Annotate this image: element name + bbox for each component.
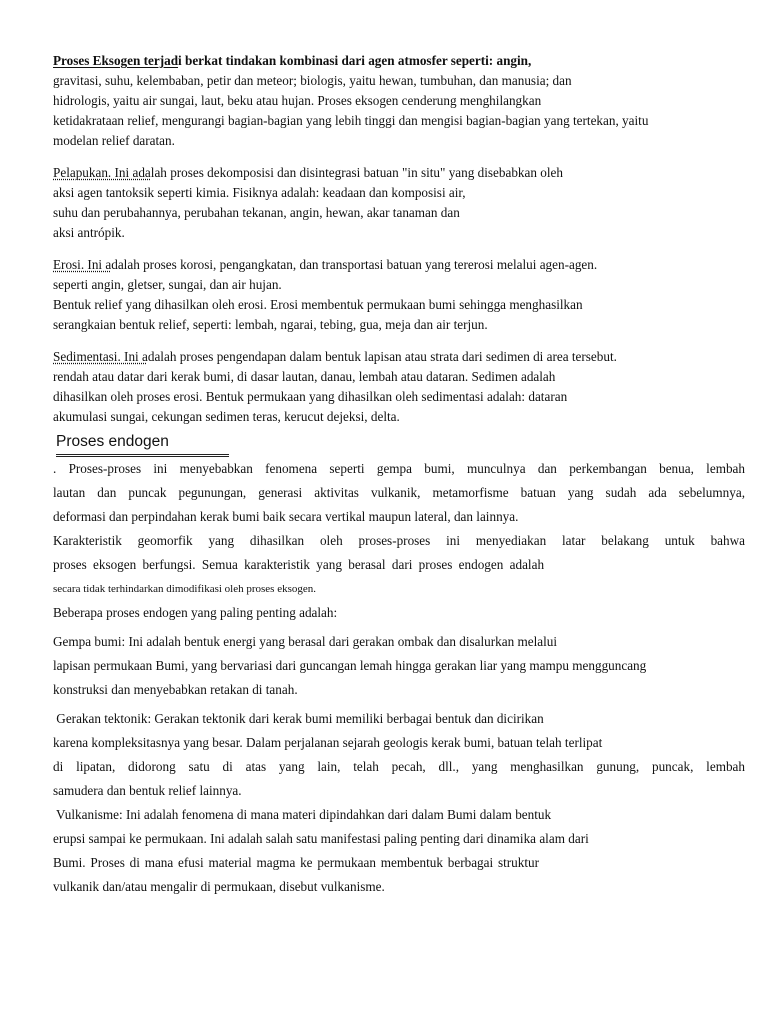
section-heading-row	[53, 432, 745, 457]
paragraph-line: Gempa bumi: Ini adalah bentuk energi yang berasal dari gerakan ombak dan disalurkan melalui	[53, 634, 558, 649]
paragraph-exogenous-intro	[53, 51, 745, 151]
paragraph-line: erupsi sampai ke permukaan. Ini adalah salah satu manifestasi paling penting dari dinamika alam dari	[53, 831, 589, 846]
paragraph-sedimentation	[53, 347, 745, 427]
paragraph-line: Vulkanisme: Ini adalah fenomena di mana materi dipindahkan dari dalam Bumi dalam bentuk	[53, 807, 552, 822]
paragraph-line: konstruksi dan menyebabkan retakan di tanah.	[53, 682, 298, 697]
paragraph-line: akumulasi sungai, cekungan sedimen teras, kerucut dejeksi, delta.	[53, 409, 400, 424]
paragraph-list-intro: Beberapa proses endogen yang paling penting adalah:	[53, 605, 338, 620]
section-heading: Proses endogen	[56, 432, 229, 457]
paragraph-line: Bentuk relief yang dihasilkan oleh erosi. Erosi membentuk permukaan bumi sehingga menghasilkan	[53, 297, 583, 312]
paragraph-line	[53, 51, 745, 71]
paragraph-line	[53, 255, 745, 275]
paragraph-line: Karakteristik geomorfik yang dihasilkan oleh proses-proses ini menyediakan latar belakang untuk bahwa	[53, 533, 745, 548]
paragraph-line: gravitasi, suhu, kelembaban, petir dan meteor; biologis, yaitu hewan, tumbuhan, dan manusia; dan	[53, 73, 572, 88]
paragraph-line: lapisan permukaan Bumi, yang bervariasi dari guncangan lemah hingga gerakan liar yang mampu mengguncang	[53, 658, 647, 673]
lead-text: i berkat tindakan kombinasi dari agen atmosfer seperti: angin,	[178, 53, 532, 68]
spacer	[53, 243, 745, 255]
paragraph-line: ketidakrataan relief, mengurangi bagian-bagian yang lebih tinggi dan mengisi bagian-bagian yang tertekan, yaitu	[53, 113, 649, 128]
paragraph-line: aksi antrópik.	[53, 225, 125, 240]
spacer	[53, 335, 745, 347]
paragraph-line: aksi agen tantoksik seperti kimia. Fisiknya adalah: keadaan dan komposisi air,	[53, 185, 466, 200]
paragraph-line: Gerakan tektonik: Gerakan tektonik dari kerak bumi memiliki berbagai bentuk dan dicirikan	[53, 711, 544, 726]
paragraph-line: samudera dan bentuk relief lainnya.	[53, 783, 242, 798]
paragraph-line: rendah atau datar dari kerak bumi, di dasar lautan, danau, lembah atau dataran. Sedimen adalah	[53, 369, 556, 384]
paragraph-line: hidrologis, yaitu air sungai, laut, beku atau hujan. Proses eksogen cenderung menghilangkan	[53, 93, 542, 108]
paragraph-line: . Proses-proses ini menyebabkan fenomena seperti gempa bumi, munculnya dan perkembangan benua, lembah	[53, 461, 745, 476]
paragraph-volcanism	[53, 803, 745, 899]
paragraph-endogenous-intro	[53, 457, 745, 601]
lead-text: dalah proses korosi, pengangkatan, dan transportasi batuan yang tererosi melalui agen-agen.	[111, 257, 598, 272]
paragraph-line: proses eksogen berfungsi. Semua karakteristik yang berasal dari proses endogen adalah	[53, 557, 545, 572]
paragraph-line: serangkaian bentuk relief, seperti: lembah, ngarai, tebing, gua, meja dan air terjun.	[53, 317, 488, 332]
spacer	[53, 151, 745, 163]
underlined-term: Sedimentasi. Ini a	[53, 349, 148, 364]
paragraph-line: Bumi. Proses di mana efusi material magma ke permukaan membentuk berbagai struktur	[53, 855, 539, 870]
paragraph-line	[53, 347, 745, 367]
paragraph-line-small: secara tidak terhindarkan dimodifikasi oleh proses eksogen.	[53, 583, 317, 595]
lead-text: lah proses dekomposisi dan disintegrasi batuan "in situ" yang disebabkan oleh	[150, 165, 563, 180]
paragraph-line: seperti angin, gletser, sungai, dan air hujan.	[53, 277, 282, 292]
paragraph-line: lautan dan puncak pegunungan, generasi aktivitas vulkanik, metamorfisme batuan yang sudah ada sebelumnya,	[53, 485, 745, 500]
paragraph-weathering	[53, 163, 745, 243]
paragraph-line: vulkanik dan/atau mengalir di permukaan, disebut vulkanisme.	[53, 879, 385, 894]
paragraph-tectonic	[53, 707, 745, 803]
paragraph-line: modelan relief daratan.	[53, 133, 175, 148]
paragraph-line	[53, 163, 745, 183]
paragraph-erosion	[53, 255, 745, 335]
underlined-term: Erosi. Ini a	[53, 257, 112, 272]
paragraph-line: karena kompleksitasnya yang besar. Dalam perjalanan sejarah geologis kerak bumi, batuan telah terlipat	[53, 735, 603, 750]
paragraph-earthquake	[53, 630, 745, 702]
paragraph-line: dihasilkan oleh proses erosi. Bentuk permukaan yang dihasilkan oleh sedimentasi adalah: dataran	[53, 389, 568, 404]
underlined-term: Proses Eksogen terjad	[53, 53, 179, 68]
document-page	[53, 51, 745, 899]
underlined-term: Pelapukan. Ini ada	[53, 165, 151, 180]
paragraph-line: suhu dan perubahannya, perubahan tekanan, angin, hewan, akar tanaman dan	[53, 205, 460, 220]
paragraph-line: deformasi dan perpindahan kerak bumi baik secara vertikal maupun lateral, dan lainnya.	[53, 509, 519, 524]
lead-text: dalah proses pengendapan dalam bentuk lapisan atau strata dari sedimen di area tersebut.	[147, 349, 617, 364]
paragraph-line: di lipatan, didorong satu di atas yang lain, telah pecah, dll., yang menghasilkan gunung, puncak, lembah	[53, 759, 745, 774]
